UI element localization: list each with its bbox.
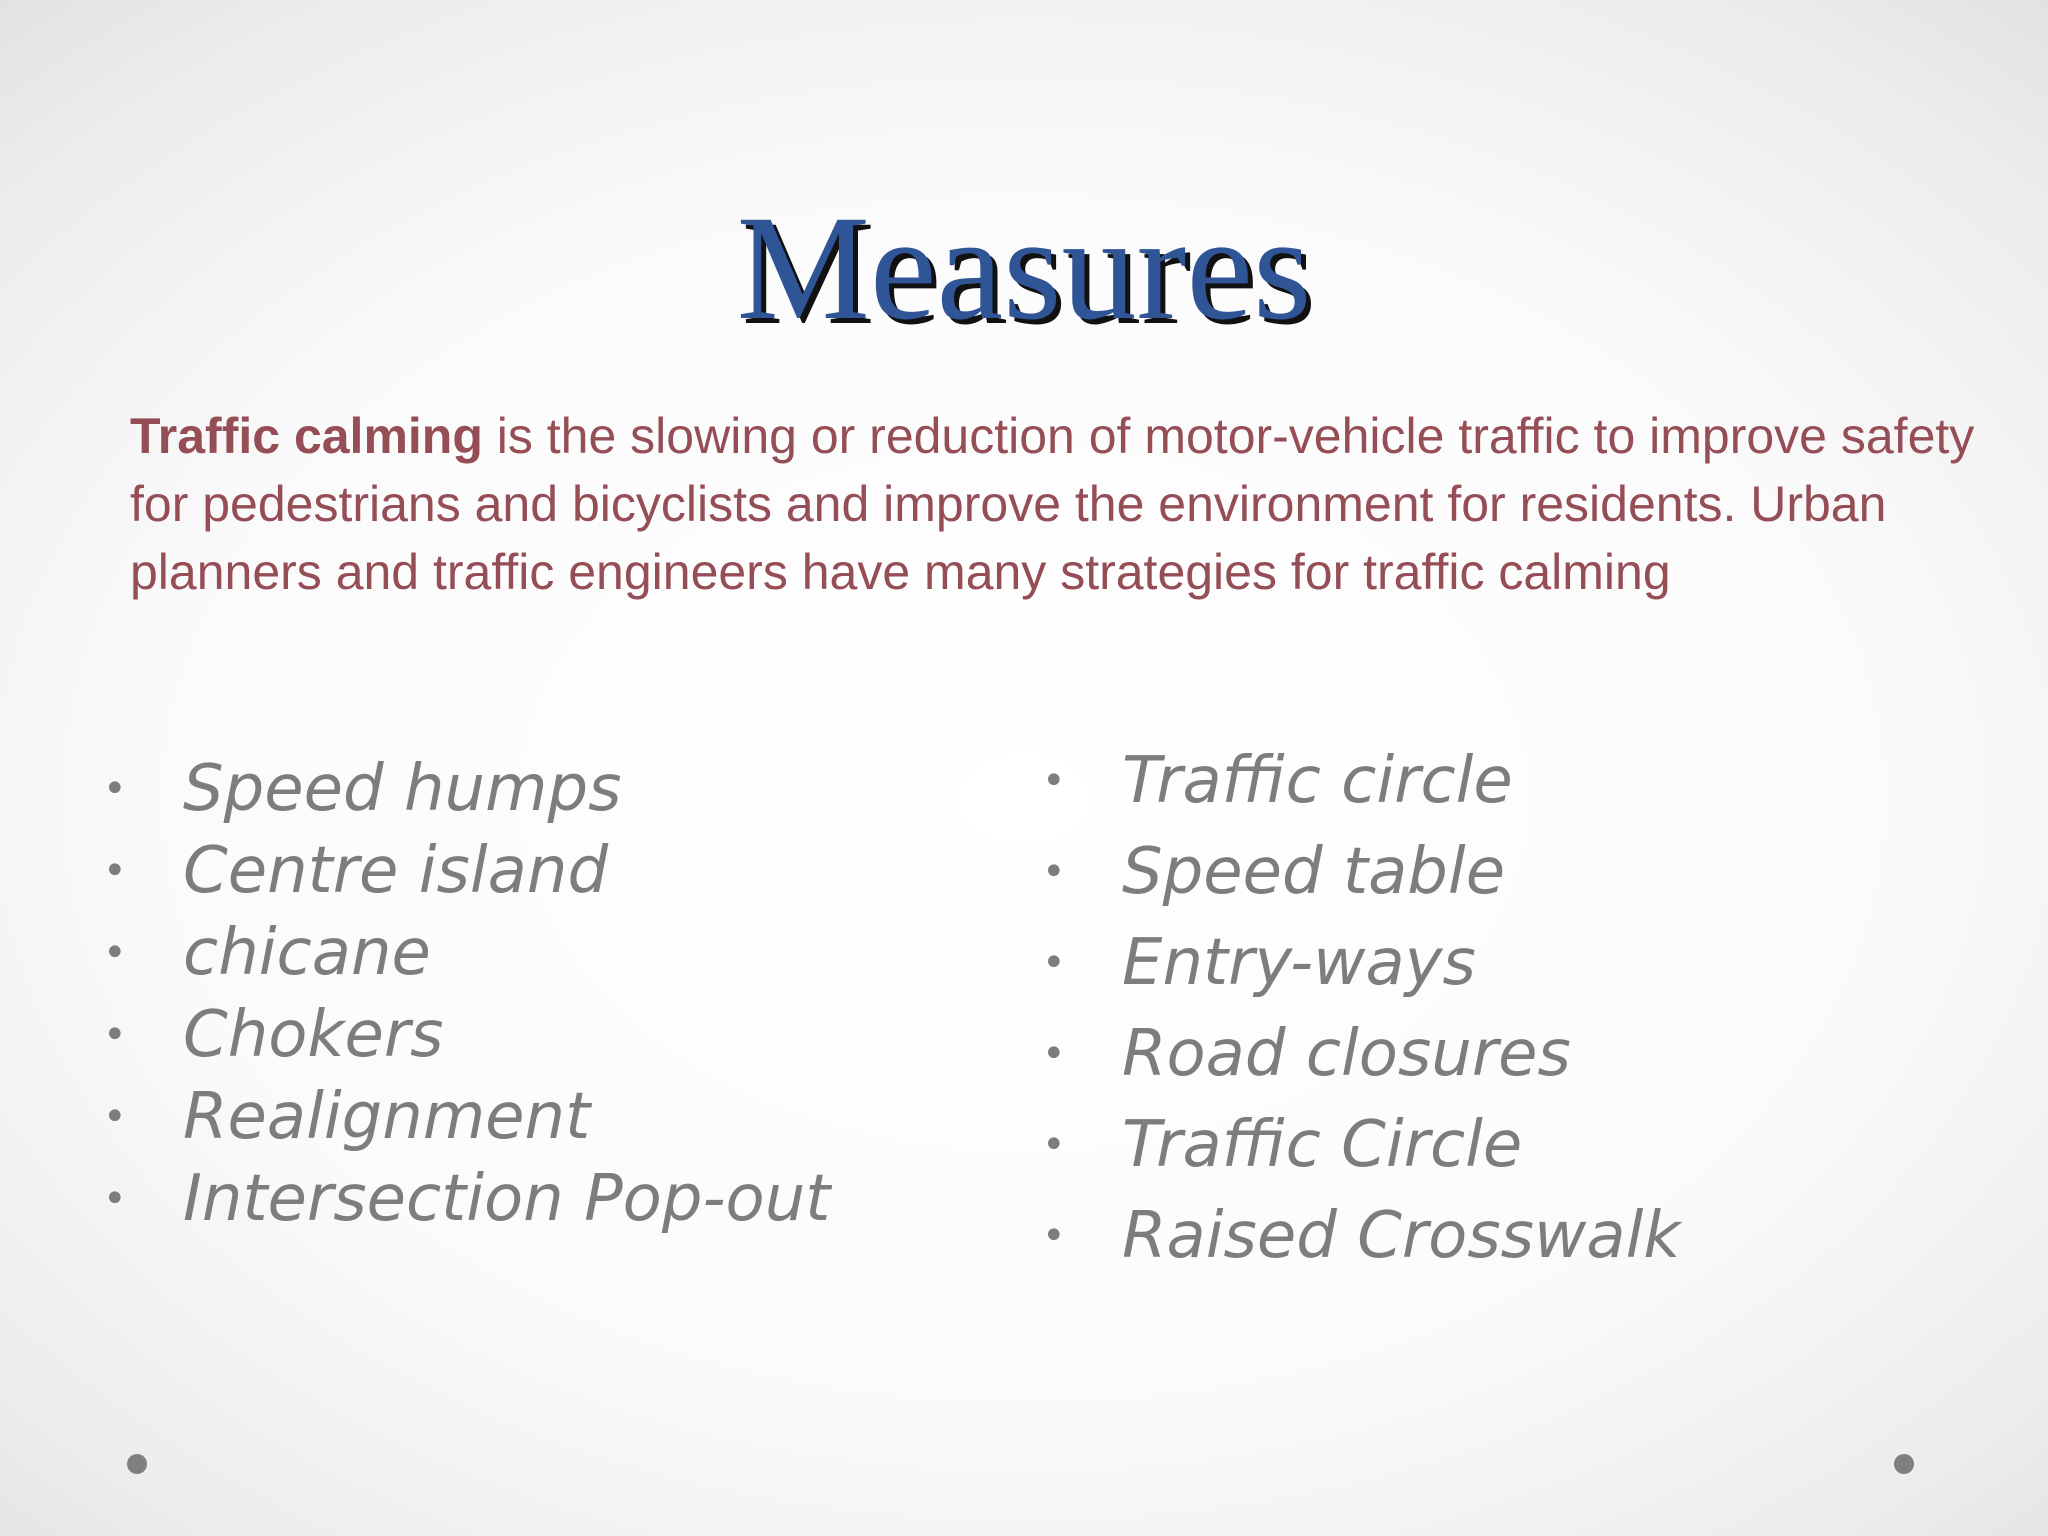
- list-item: [103, 830, 830, 912]
- bullet-icon: •: [103, 766, 127, 812]
- bullet-icon: •: [103, 1176, 127, 1222]
- bullet-icon: •: [1042, 849, 1066, 895]
- intro-bold-term: Traffic calming: [130, 408, 483, 464]
- list-item-label: Traffic Circle: [1122, 1108, 1523, 1182]
- slide-title: Measures: [736, 185, 1312, 351]
- list-item-label: Traffic circle: [1122, 744, 1513, 818]
- list-item: [103, 748, 830, 830]
- bullet-icon: •: [103, 1094, 127, 1140]
- decorative-dot-right: [1894, 1454, 1914, 1474]
- bullet-icon: •: [1042, 940, 1066, 986]
- bullet-icon: •: [1042, 1122, 1066, 1168]
- list-item-label: Road closures: [1122, 1017, 1571, 1091]
- list-item: [1042, 736, 1680, 827]
- measures-list-right: [1042, 736, 1680, 1282]
- list-item-label: Entry-ways: [1122, 926, 1476, 1000]
- list-item-label: Centre island: [183, 834, 609, 908]
- decorative-dot-left: [127, 1454, 147, 1474]
- list-item: [1042, 1009, 1680, 1100]
- list-item-label: Speed table: [1122, 835, 1506, 909]
- list-item-label: Speed humps: [183, 752, 622, 826]
- list-item-label: chicane: [183, 916, 431, 990]
- bullet-icon: •: [103, 848, 127, 894]
- list-item: [1042, 1100, 1680, 1191]
- list-item-label: Intersection Pop-out: [183, 1162, 831, 1236]
- bullet-icon: •: [103, 930, 127, 976]
- intro-text: is the slowing or reduction of motor-vehicle traffic to improve safety for pedestrians and bicyclists and improve the environment for residents. Urban planners and traffic engineers have many strategies for traffic calming: [130, 408, 1975, 600]
- bullet-icon: •: [1042, 1031, 1066, 1077]
- list-item: [103, 912, 830, 994]
- list-item-label: Realignment: [183, 1080, 591, 1154]
- list-item: [1042, 918, 1680, 1009]
- list-item: [103, 994, 830, 1076]
- list-item: [1042, 827, 1680, 918]
- list-item-label: Chokers: [183, 998, 444, 1072]
- bullet-icon: •: [1042, 758, 1066, 804]
- intro-paragraph: [130, 402, 2010, 606]
- list-item: [103, 1158, 830, 1240]
- list-item: [1042, 1191, 1680, 1282]
- bullet-icon: •: [103, 1012, 127, 1058]
- bullet-icon: •: [1042, 1213, 1066, 1259]
- list-item-label: Raised Crosswalk: [1122, 1199, 1681, 1273]
- list-item: [103, 1076, 830, 1158]
- measures-list-left: [103, 748, 830, 1240]
